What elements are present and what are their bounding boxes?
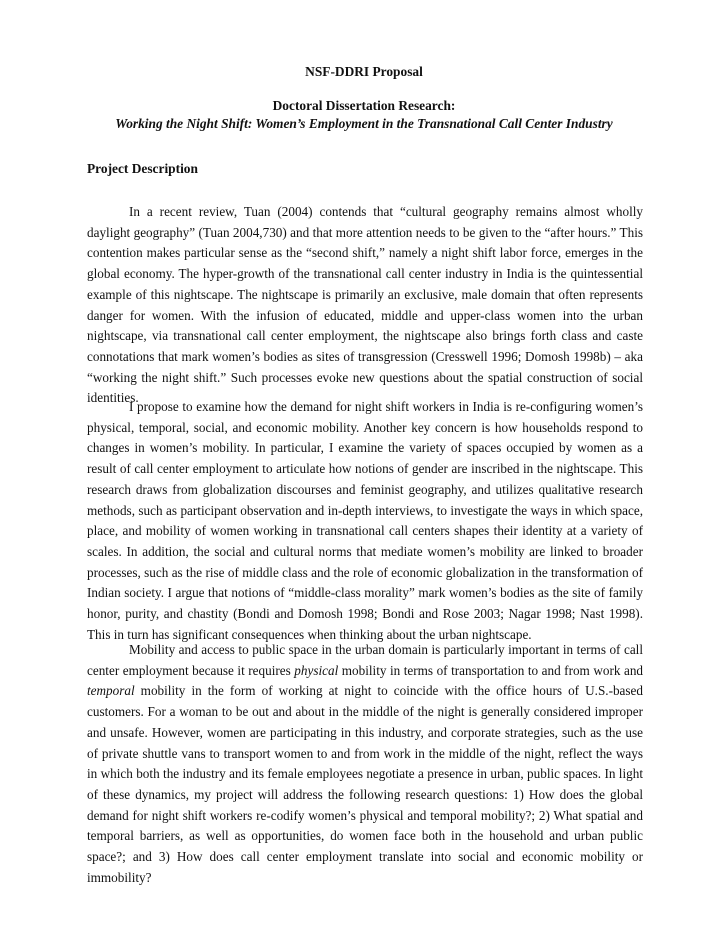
paragraph-3-text-2: mobility in terms of transportation to and from work and [338,662,644,678]
section-title: Project Description [87,161,198,176]
paragraph-3-text-1: Mobility and access to public space in the urban domain is particularly important in terms of call center employment because it requires [87,642,643,678]
paragraph-3-text-3: mobility in the form of working at night to coincide with the office hours of U.S.-based customers. For a woman to be out and about in the middle of the night is generally considered improper and unsafe. However, women are participating in this industry, and corporate strategies, such as the use of private shuttle vans to transport women to and from work in the middle of the night, reflect the ways in which both the industry and its female employees negotiate a presence in urban, public spaces. In light of these dynamics, my project will address the following research questions: 1) How does the global demand for night shift workers re-codify women’s physical and temporal mobility?; 2) What spatial and temporal barriers, as well as opportunities, do women face both in the household and urban public space?; and 3) How does call center employment translate into social and economic mobility or immobility? [87,683,643,885]
paragraph-3 [87,640,643,888]
paragraph-3-emphasis-temporal: temporal [87,683,135,699]
document-subtitle-line1: Doctoral Dissertation Research: [272,98,456,113]
paragraph-2: I propose to examine how the demand for night shift workers in India is re-configuring women’s physical, temporal, social, and economic mobility. Another key concern is how households respond to changes in women’s mobility. In particular, I examine the variety of spaces occupied by women as a result of call center employment to articulate how notions of gender are inscribed in the nightscape. This research draws from globalization discourses and feminist geography, and utilizes qualitative research methods, such as participant observation and in-depth interviews, to investigate the ways in which space, place, and mobility of women working in transnational call centers shapes their identity at a variety of scales. In addition, the social and cultural norms that mediate women’s mobility are linked to broader processes, such as the rise of middle class and the role of economic globalization in the transformation of Indian society. I argue that notions of “middle-class morality” mark women’s bodies as the site of family honor, purity, and chastity (Bondi and Domosh 1998; Bondi and Rose 2003; Nagar 1998; Nast 1998). This in turn has significant consequences when thinking about the urban nightscape. [87,399,643,642]
document-subtitle-line2: Working the Night Shift: Women’s Employment in the Transnational Call Center Industry [115,116,613,131]
paragraph-1: In a recent review, Tuan (2004) contends that “cultural geography remains almost wholly daylight geography” (Tuan 2004,730) and that more attention needs to be given to the “after hours.” This contention makes particular sense as the “second shift,” namely a night shift labor force, emerges in the global economy. The hyper-growth of the transnational call center industry in India is the quintessential example of this nightscape. The nightscape is primarily an exclusive, male domain that often represents danger for women. With the infusion of educated, middle and upper-class women into the urban nightscape, via transnational call center employment, the nightscape also brings forth class and caste connotations that mark women’s bodies as sites of transgression (Cresswell 1996; Domosh 1998b) – aka “working the night shift.” Such processes evoke new questions about the spatial construction of social identities. [87,204,643,406]
paragraph-3-emphasis-physical: physical [294,662,339,678]
document-header: NSF-DDRI Proposal [305,64,423,79]
